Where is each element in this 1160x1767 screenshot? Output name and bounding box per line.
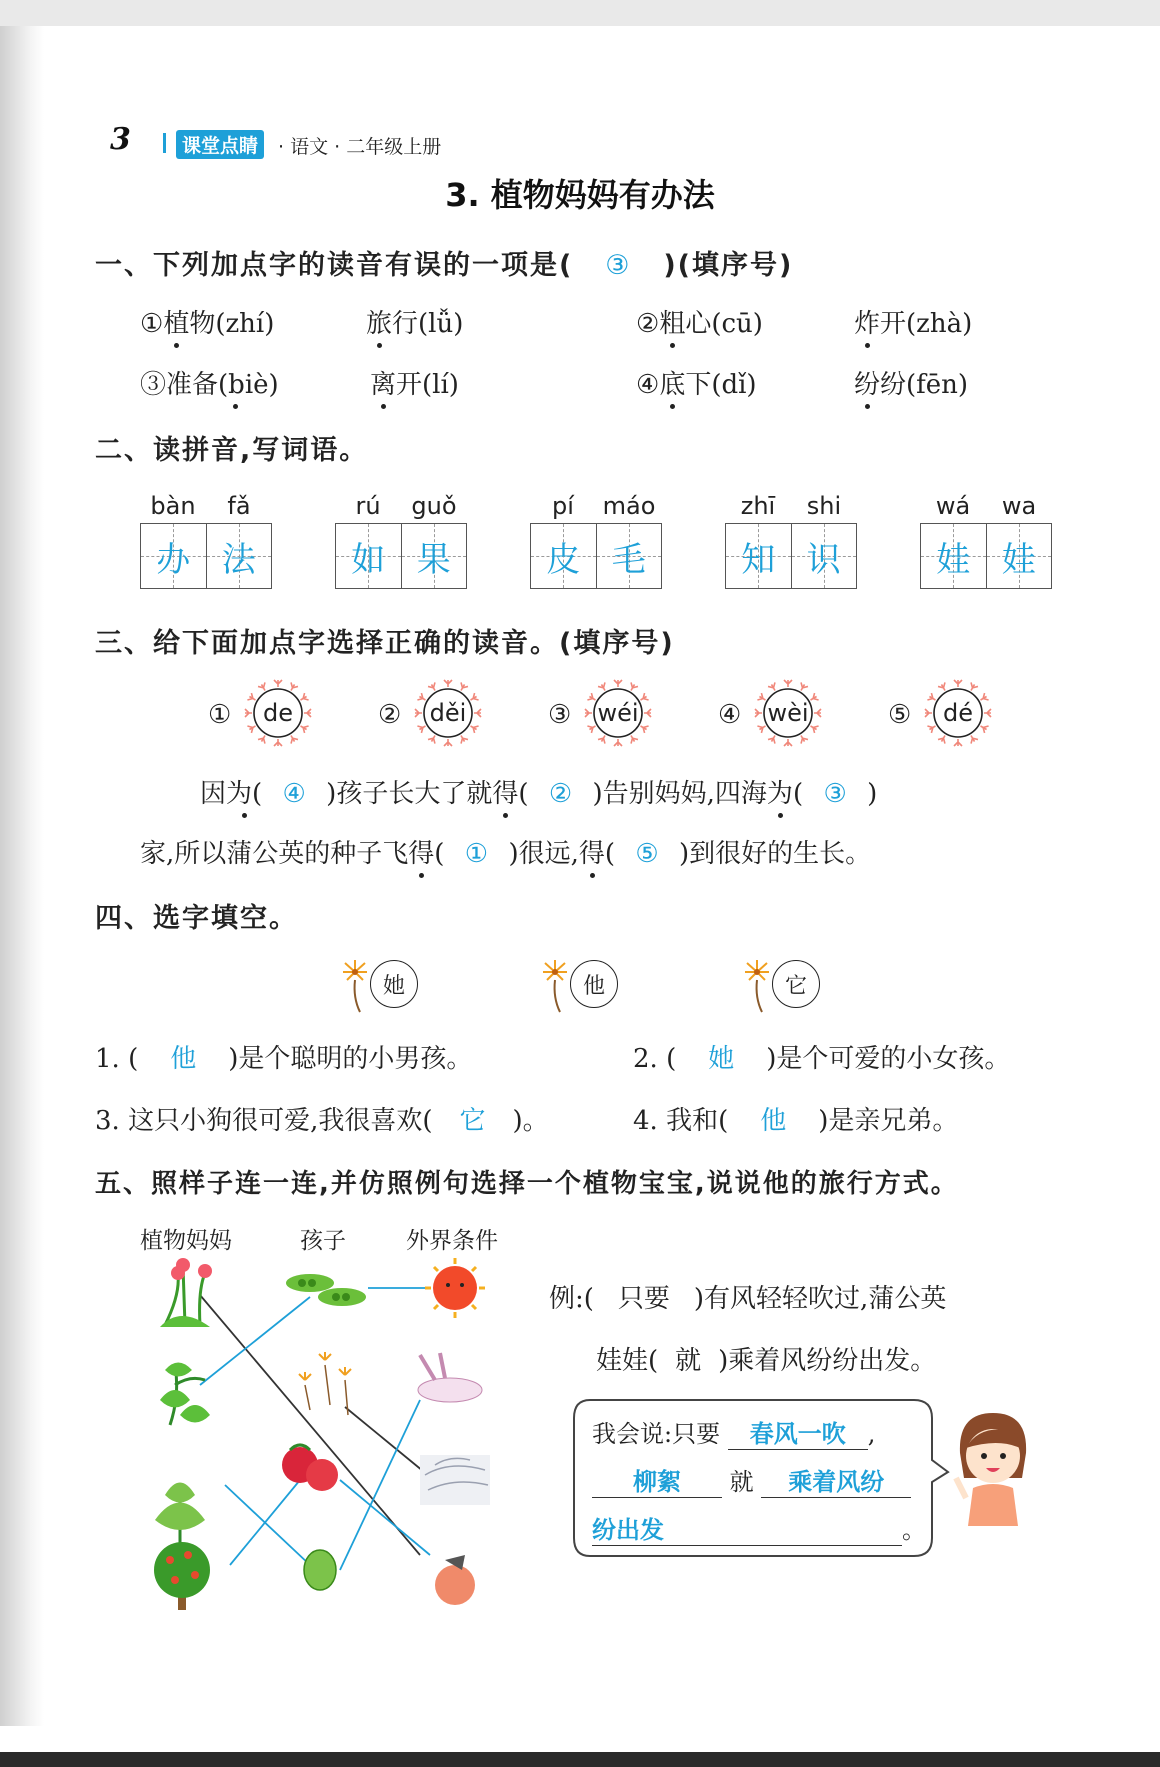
grid-char: 如 bbox=[351, 539, 386, 580]
say-answer: 乘着风纷 bbox=[761, 1462, 911, 1498]
subject-label: · 语文 · 二年级上册 bbox=[278, 136, 442, 158]
dandelion-seed-icon bbox=[299, 1352, 351, 1415]
q4-item-1: 1. ( 他 )是个聪明的小男孩。 bbox=[95, 1038, 472, 1075]
sun-icon bbox=[425, 1258, 485, 1318]
q1-option-2: ②粗心(cū) bbox=[636, 303, 763, 340]
q1-option-4: ④底下(dǐ) bbox=[636, 364, 757, 401]
column-label: 植物妈妈 bbox=[140, 1228, 232, 1254]
girl-illustration bbox=[948, 1408, 1038, 1528]
q3-answer: ① bbox=[464, 839, 489, 869]
choice-pinyin: dé bbox=[943, 699, 973, 727]
choice-pinyin: děi bbox=[429, 699, 467, 727]
grid-char: 知 bbox=[741, 539, 776, 580]
char-choice: 它 bbox=[772, 960, 820, 1008]
pinyin: shi bbox=[806, 492, 842, 520]
q1-answer: ③ bbox=[605, 250, 632, 281]
wind-icon bbox=[420, 1455, 490, 1505]
bird-icon bbox=[435, 1555, 475, 1605]
say-answer: 纷出发 bbox=[592, 1510, 902, 1546]
pinyin: máo bbox=[602, 492, 656, 520]
page-edge-shadow bbox=[0, 26, 44, 1726]
cocklebur-plant-icon bbox=[155, 1483, 205, 1546]
section-badge: 课堂点睛 bbox=[176, 130, 264, 159]
grid-char: 识 bbox=[806, 539, 841, 580]
writing-grid bbox=[140, 523, 272, 589]
grid-char: 果 bbox=[416, 539, 451, 580]
say-answer: 柳絮 bbox=[592, 1462, 722, 1498]
example-line-2: 娃娃( 就 )乘着风纷纷出发。 bbox=[596, 1346, 937, 1376]
dandelion-icon bbox=[742, 958, 776, 1018]
pinyin: rú bbox=[355, 492, 381, 520]
q2-heading: 二、读拼音,写词语。 bbox=[95, 435, 369, 466]
q5-heading: 五、照样子连一连,并仿照例句选择一个植物宝宝,说说他的旅行方式。 bbox=[95, 1169, 959, 1199]
pinyin: wá bbox=[935, 492, 971, 520]
q4-heading: 四、选字填空。 bbox=[95, 903, 298, 934]
pinyin: bàn bbox=[150, 492, 196, 520]
q4-answer: 她 bbox=[708, 1044, 735, 1074]
choice-number: ③ bbox=[548, 700, 572, 730]
writing-grid bbox=[335, 523, 467, 589]
q3-answer: ② bbox=[548, 779, 573, 809]
grid-char: 皮 bbox=[546, 539, 581, 580]
pinyin: fǎ bbox=[227, 492, 251, 520]
say-answer: 春风一吹 bbox=[728, 1414, 868, 1450]
q4-answer: 他 bbox=[760, 1106, 787, 1136]
connect-line bbox=[225, 1485, 310, 1565]
dandelion-plant-icon bbox=[160, 1258, 212, 1327]
q4-item-4: 4. 我和( 他 )是亲兄弟。 bbox=[633, 1100, 958, 1137]
connect-line bbox=[340, 1480, 430, 1555]
q3-answer: ⑤ bbox=[635, 839, 659, 869]
choice-pinyin: wèi bbox=[767, 699, 809, 727]
q1-heading-text: 一、下列加点字的读音有误的一项是( bbox=[95, 250, 574, 281]
choice-pinyin: wéi bbox=[597, 699, 639, 727]
q3-answer: ③ bbox=[823, 779, 847, 809]
example-line-1: 例:( 只要 )有风轻轻吹过,蒲公英 bbox=[549, 1284, 947, 1314]
char-choice: 他 bbox=[570, 960, 618, 1008]
pinyin: zhī bbox=[740, 492, 776, 520]
flower-icon bbox=[583, 678, 653, 748]
q1-option-3: ③准备(biè) bbox=[140, 364, 279, 401]
grid-char: 法 bbox=[221, 539, 256, 580]
say-line-2: 柳絮 就 乘着风纷 bbox=[592, 1462, 911, 1498]
q3-heading: 三、给下面加点字选择正确的读音。(填序号) bbox=[95, 628, 675, 659]
flower-icon bbox=[243, 678, 313, 748]
q3-answer: ④ bbox=[282, 779, 306, 809]
connect-line bbox=[340, 1400, 420, 1570]
say-line-1: 我会说:只要 春风一吹 , bbox=[592, 1414, 875, 1450]
pinyin: pí bbox=[552, 492, 574, 520]
q1-option-4b: 纷纷(fēn) bbox=[854, 364, 968, 401]
choice-number: ⑤ bbox=[888, 700, 912, 730]
grid-char: 娃 bbox=[1001, 539, 1036, 580]
page-title: 3. 植物妈妈有办法 bbox=[445, 176, 715, 214]
flower-icon bbox=[753, 678, 823, 748]
connect-line bbox=[200, 1297, 310, 1385]
char-choice: 她 bbox=[370, 960, 418, 1008]
flower-icon bbox=[413, 678, 483, 748]
writing-grid bbox=[920, 523, 1052, 589]
page-number: 3 bbox=[110, 122, 131, 157]
q4-answer: 他 bbox=[170, 1044, 197, 1074]
grid-char: 娃 bbox=[936, 539, 971, 580]
q1-heading-end: )(填序号) bbox=[663, 250, 794, 281]
q1-option-1b: 旅行(lǚ) bbox=[366, 303, 463, 340]
q4-answer: 它 bbox=[459, 1106, 486, 1136]
top-bar bbox=[0, 0, 1160, 26]
column-label: 孩子 bbox=[300, 1228, 346, 1254]
q3-sentence-2: 家,所以蒲公英的种子飞得( ① )很远,得( ⑤ )到很好的生长。 bbox=[140, 833, 871, 870]
q1-heading bbox=[95, 243, 793, 282]
q4-item-2: 2. ( 她 )是个可爱的小女孩。 bbox=[633, 1038, 1010, 1075]
grid-char: 办 bbox=[156, 539, 191, 580]
flower-icon bbox=[923, 678, 993, 748]
tree-icon bbox=[154, 1542, 210, 1610]
q1-option-3b: 离开(lí) bbox=[370, 364, 459, 401]
choice-number: ④ bbox=[718, 700, 742, 730]
connect-line bbox=[230, 1480, 300, 1565]
fruit-icon bbox=[282, 1445, 338, 1491]
column-label: 外界条件 bbox=[406, 1228, 498, 1254]
matching-diagram bbox=[150, 1255, 510, 1615]
writing-grid bbox=[530, 523, 662, 589]
pea-pod-icon bbox=[286, 1274, 366, 1306]
pinyin: guǒ bbox=[411, 492, 457, 520]
header-divider bbox=[163, 133, 166, 153]
q4-item-3: 3. 这只小狗很可爱,我很喜欢( 它 )。 bbox=[95, 1100, 549, 1137]
pea-plant-icon bbox=[160, 1363, 210, 1426]
rabbit-icon bbox=[418, 1353, 482, 1402]
say-line-3: 纷出发 。 bbox=[592, 1510, 926, 1546]
q3-sentence-1: 因为( ④ )孩子长大了就得( ② )告别妈妈,四海为( ③ ) bbox=[200, 773, 877, 810]
burr-icon bbox=[304, 1550, 336, 1590]
bottom-bar bbox=[0, 1752, 1160, 1767]
writing-grid bbox=[725, 523, 857, 589]
q1-option-1: ①植物(zhí) bbox=[140, 303, 274, 340]
dandelion-icon bbox=[540, 958, 574, 1018]
choice-number: ② bbox=[378, 700, 402, 730]
dandelion-icon bbox=[340, 958, 374, 1018]
choice-number: ① bbox=[208, 700, 232, 730]
connect-line bbox=[200, 1295, 420, 1555]
choice-pinyin: de bbox=[263, 699, 293, 727]
grid-char: 毛 bbox=[611, 539, 646, 580]
q1-option-2b: 炸开(zhà) bbox=[854, 303, 972, 340]
pinyin: wa bbox=[1001, 492, 1037, 520]
